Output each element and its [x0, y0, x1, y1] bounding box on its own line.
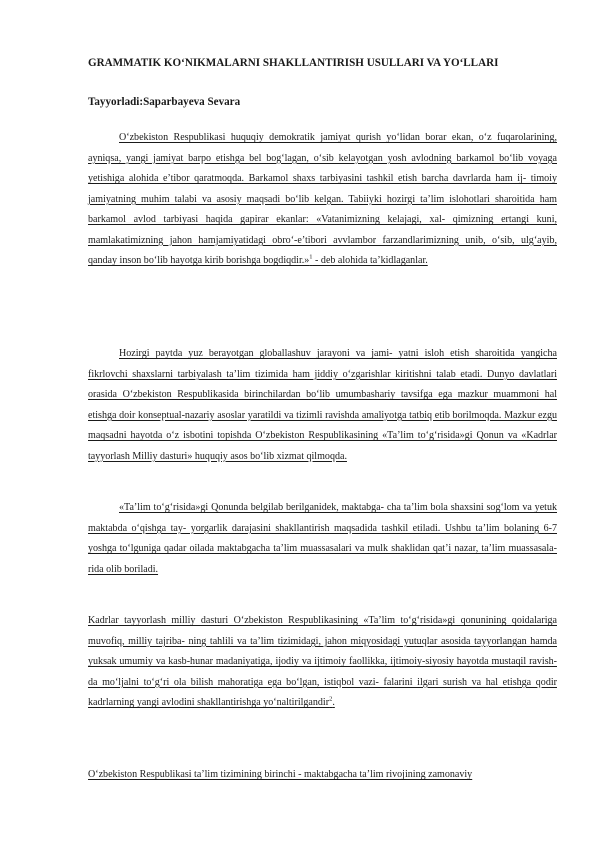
paragraph-4-text: Kadrlar tayyorlash milliy dasturi O‘zbekiston Respublikasining «Ta’lim to‘g‘risida»gi qonunining qoidalariga muvofiq, milliy tajriba- ning tahlili va ta’lim tizimidagi, jahon miqyosidagi yutuqlar asosida tayyorlangan hamda yuksak umumiy va kasb-hunar madaniyatiga, ijodiy va ijtimoiy faollikka, ijtimoiy-siyosiy hayotda mustaqil ravish- da mo‘ljalni to‘g‘ri ola bilish mahoratiga ega bo‘lgan, istiqbol vazi- falarini ilgari surish va hal etishga qodir kadrlarning yangi avlodini shakllantirishga yo‘naltirilgandir — [88, 615, 557, 708]
paragraph-1-tail: - deb alohida ta’kidlaganlar. — [312, 255, 428, 266]
document-title: GRAMMATIK KO‘NIKMALARNI SHAKLLANTIRISH USULLARI VA YO‘LLARI — [88, 57, 499, 69]
paragraph-2-text: Hozirgi paytda yuz berayotgan globallashuv jarayoni va jami- yatni isloh etish sharoitida yangicha fikrlovchi shaxslarni tarbiyalash ta’lim tizimida ham jiddiy o‘zgarishlar kiritishni talab etadi. Dunyo davlatlari orasida O‘zbekiston Respublikasida birinchilardan bo‘lib umumbashariy tavsifga ega mazkur muammoni hal etishga doir konseptual-nazariy asoslar yaratildi va tizimli ravishda amaliyotga tatbiq etib borilmoqda. Mazkur ezgu maqsadni hayotda o‘z isbotini topishda O‘zbekiston Respublikasining «Ta’lim to‘g‘risida»gi Qonun va «Kadrlar tayyorlash Milliy dasturi» huquqiy asos bo‘lib xizmat qilmoqda. — [88, 348, 557, 462]
footnote-marker-2[interactable]: 2 — [329, 695, 333, 703]
paragraph-3 — [88, 498, 557, 580]
paragraph-1 — [88, 128, 557, 272]
paragraph-4-tail: . — [332, 697, 335, 708]
paragraph-3-text: «Ta’lim to‘g‘risida»gi Qonunda belgilab berilganidek, maktabga- cha ta’lim bola shaxsini sog‘lom va yetuk maktabda o‘qishga tay- yorgarlik darajasini shakllantirish maqsadida tashkil etiladi. Ushbu ta’lim bolaning 6-7 yoshga to‘lguniga qadar oilada maktabgacha ta’lim muassasalari va mulk shaklidan qat’i nazar, ta’lim muassasala- rida olib boriladi. — [88, 502, 557, 575]
paragraph-2 — [88, 344, 557, 467]
footnote-marker-1[interactable]: 1 — [309, 253, 313, 261]
paragraph-4 — [88, 611, 557, 714]
document-author: Tayyorladi:Saparbayeva Sevara — [88, 96, 241, 108]
paragraph-5-text: O‘zbekiston Respublikasi ta’lim tizimining birinchi - maktabgacha ta’lim rivojining zamonaviy — [88, 769, 473, 780]
paragraph-5 — [88, 765, 557, 786]
paragraph-1-text: O‘zbekiston Respublikasi huquqiy demokratik jamiyat qurish yo‘lidan borar ekan, o‘z fuqarolarining, ayniqsa, yangi jamiyat barpo etishga bel bog‘lagan, o‘sib kelayotgan yosh avlodning barkamol bo‘lib voyaga yetishiga alohida e’tibor qaratmoqda. Barkamol shaxs tarbiyasini tashkil etish barcha davrlarda ham ij- timoiy jamiyatning muhim talabi va asosiy maqsadi bo‘lib kelgan. Tabiiyki hozirgi ta’lim islohotlari sharoitida ham barkamol avlod tarbiyasi haqida gapirar ekanlar: «Vatanimizning kelajagi, xal- qimizning ertangi kuni, mamlakatimizning jahon hamjamiyatidagi obro‘-e’tibori avvlambor farzandlarimizning unib, o‘sib, ulg‘ayib, qanday inson bo‘lib hayotga kirib borishga bogdiqdir.» — [88, 132, 557, 266]
